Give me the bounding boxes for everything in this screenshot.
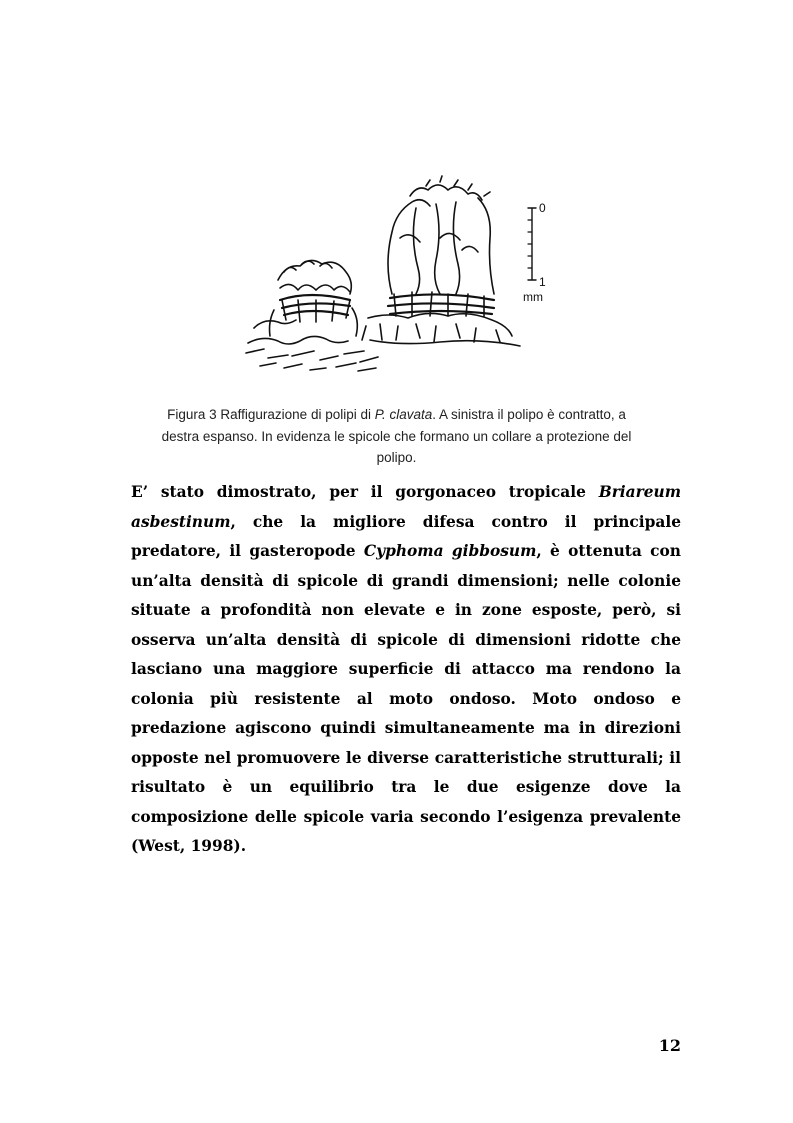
page-number: 12 xyxy=(658,1036,681,1055)
body-part-2: , che la migliore difesa contro il principale predatore, il gasteropode xyxy=(131,512,681,560)
polyp-illustration xyxy=(240,168,560,383)
figure-caption xyxy=(150,404,643,469)
caption-species: P. clavata xyxy=(374,407,433,422)
scale-bottom-label: 1 xyxy=(539,275,546,289)
body-species-2: Cyphoma gibbosum xyxy=(363,542,537,560)
caption-prefix: Figura 3 Raffigurazione di polipi di xyxy=(167,407,375,422)
body-paragraph xyxy=(131,478,681,862)
polyp-drawing xyxy=(240,168,560,383)
caption-rest: . A sinistra il polipo è contratto, a destra espanso. In evidenza le spicole che formano un collare a protezione del polipo. xyxy=(161,407,632,465)
body-part-1: E’ stato dimostrato, per il gorgonaceo tropicale xyxy=(131,483,599,501)
body-part-3: , è ottenuta con un’alta densità di spicole di grandi dimensioni; nelle colonie situate a profondità non elevate e in zone esposte, però, si osserva un’alta densità di spicole di dimensioni ridotte che lasciano una maggiore superficie di attacco ma rendono la colonia più resistente al moto ondoso. Moto ondoso e predazione agiscono quindi simultaneamente ma in direzioni opposte nel promuovere le diverse caratteristiche strutturali; il risultato è un equilibrio tra le due esigenze dove la composizione delle spicole varia secondo l’esigenza prevalente (West, 1998). xyxy=(131,542,681,855)
scale-unit-label: mm xyxy=(523,290,543,304)
scale-top-label: 0 xyxy=(539,201,546,215)
body-species-1: Briareum asbestinum xyxy=(131,483,681,531)
